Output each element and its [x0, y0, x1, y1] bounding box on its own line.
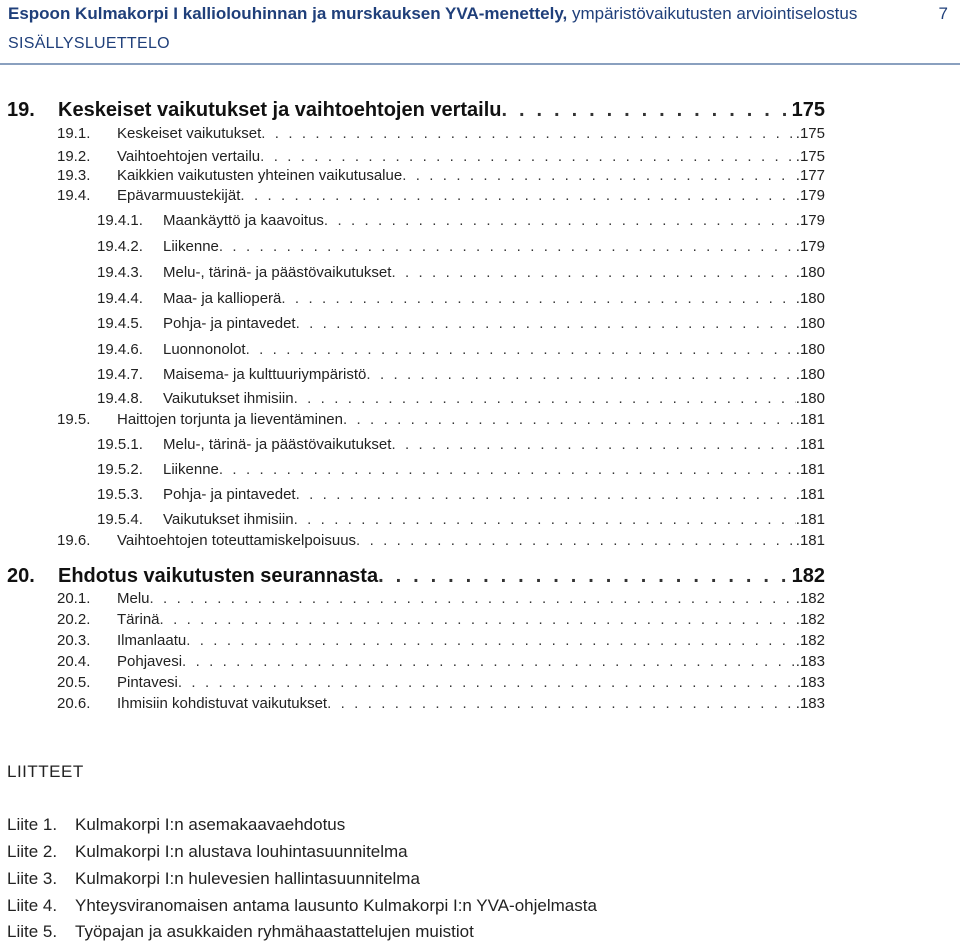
toc-text: Melu-, tärinä- ja päästövaikutukset — [163, 436, 392, 453]
toc-text: Maisema- ja kulttuuriympäristö — [163, 366, 367, 383]
toc-number: 20. — [7, 565, 35, 587]
toc-page: .179 — [795, 212, 825, 229]
toc-text: Ilmanlaatu — [117, 632, 187, 649]
toc-page: .183 — [795, 653, 825, 670]
toc-leader — [186, 632, 796, 649]
toc-page: .180 — [795, 390, 825, 407]
toc-page: .180 — [795, 315, 825, 332]
attachment-text: Kulmakorpi I:n asemakaavaehdotus — [75, 815, 346, 834]
toc-leader — [356, 532, 796, 549]
toc-number: 19.4.4. — [97, 290, 143, 307]
toc-text: Melu-, tärinä- ja päästövaikutukset — [163, 264, 392, 281]
toc-text: Liikenne — [163, 461, 219, 478]
attachments-heading: LIITTEET — [7, 762, 84, 781]
toc-page: .182 — [795, 590, 825, 607]
attachment-item — [7, 869, 420, 889]
toc-number: 19.4.8. — [97, 390, 143, 407]
toc-leader — [296, 315, 796, 332]
toc-leader — [296, 486, 796, 503]
attachment-label: Liite 1. — [7, 815, 58, 834]
toc-number: 19.4.7. — [97, 366, 143, 383]
toc-number: 19.4.6. — [97, 341, 143, 358]
toc-text: Maa- ja kallioperä — [163, 290, 282, 307]
toc-number: 20.3. — [57, 632, 91, 649]
attachment-item — [7, 842, 408, 862]
toc-text: Maankäyttö ja kaavoitus — [163, 212, 324, 229]
toc-entry-20-3[interactable] — [57, 632, 825, 649]
toc-entry-19-4[interactable] — [57, 187, 825, 204]
toc-number: 19.4.2. — [97, 238, 143, 255]
toc-entry-19-4-1[interactable] — [97, 212, 825, 229]
toc-number: 19.5.3. — [97, 486, 143, 503]
toc-entry-19-4-4[interactable] — [97, 290, 825, 307]
toc-page: .183 — [795, 695, 825, 712]
toc-entry-19-4-6[interactable] — [97, 341, 825, 358]
toc-text: Luonnonolot — [163, 341, 246, 358]
toc-chapter-19[interactable] — [7, 99, 825, 122]
toc-page: .175 — [795, 148, 825, 165]
toc-number: 19.6. — [57, 532, 91, 549]
toc-chapter-20[interactable] — [7, 565, 825, 588]
toc-page: .179 — [795, 187, 825, 204]
toc-text: Tärinä — [117, 611, 160, 628]
toc-number: 19.1. — [57, 125, 91, 142]
toc-text: Vaikutukset ihmisiin — [163, 390, 294, 407]
toc-text: Vaihtoehtojen vertailu — [117, 148, 261, 165]
toc-text: Pohjavesi — [117, 653, 183, 670]
attachment-label: Liite 4. — [7, 896, 58, 915]
toc-number: 19.5. — [57, 411, 91, 428]
toc-leader — [182, 653, 796, 670]
toc-number: 19.5.4. — [97, 511, 143, 528]
toc-number: 20.2. — [57, 611, 91, 628]
toc-page: .181 — [795, 511, 825, 528]
toc-number: 20.1. — [57, 590, 91, 607]
page-number: 7 — [938, 4, 948, 23]
toc-leader — [402, 167, 796, 184]
toc-entry-19-4-3[interactable] — [97, 264, 825, 281]
toc-leader — [150, 590, 796, 607]
toc-text: Pintavesi — [117, 674, 178, 691]
attachment-item — [7, 815, 345, 835]
attachment-text: Kulmakorpi I:n alustava louhintasuunnitelma — [75, 842, 408, 861]
toc-number: 19.4.5. — [97, 315, 143, 332]
toc-page: .179 — [795, 238, 825, 255]
toc-leader — [261, 125, 796, 142]
toc-leader — [240, 187, 795, 204]
toc-page: .181 — [795, 532, 825, 549]
attachment-item — [7, 922, 474, 942]
toc-leader — [378, 565, 788, 588]
toc-leader — [294, 390, 796, 407]
toc-number: 19.5.1. — [97, 436, 143, 453]
attachment-label: Liite 5. — [7, 922, 58, 941]
toc-text: Pohja- ja pintavedet — [163, 315, 296, 332]
toc-entry-20-5[interactable] — [57, 674, 825, 691]
toc-entry-19-5-4[interactable] — [97, 511, 825, 528]
toc-number: 19. — [7, 99, 35, 121]
toc-number: 20.5. — [57, 674, 91, 691]
toc-entry-20-2[interactable] — [57, 611, 825, 628]
toc-text: Keskeiset vaikutukset ja vaihtoehtojen vertailu — [58, 99, 502, 121]
toc-leader — [294, 511, 796, 528]
document-title-rest: ympäristövaikutusten arviointiselostus — [567, 4, 858, 23]
toc-leader — [178, 674, 796, 691]
toc-text: Keskeiset vaikutukset — [117, 125, 262, 142]
toc-page: .177 — [795, 167, 825, 184]
toc-number: 19.3. — [57, 167, 91, 184]
toc-text: Epävarmuustekijät — [117, 187, 241, 204]
toc-page: .181 — [795, 486, 825, 503]
toc-leader — [160, 611, 796, 628]
toc-entry-19-5-2[interactable] — [97, 461, 825, 478]
toc-entry-19-1[interactable] — [57, 125, 825, 142]
toc-text: Vaikutukset ihmisiin — [163, 511, 294, 528]
toc-leader — [219, 461, 796, 478]
toc-text: Melu — [117, 590, 150, 607]
toc-text: Ehdotus vaikutusten seurannasta — [58, 565, 379, 587]
page-header — [0, 0, 960, 67]
toc-page: .182 — [795, 611, 825, 628]
toc-entry-19-5-3[interactable] — [97, 486, 825, 503]
section-title: SISÄLLYSLUETTELO — [8, 35, 170, 52]
toc-leader — [343, 411, 796, 428]
toc-text: Ihmisiin kohdistuvat vaikutukset — [117, 695, 328, 712]
header-divider — [0, 63, 960, 65]
toc-entry-20-4[interactable] — [57, 653, 825, 670]
toc-page: 175 — [791, 99, 825, 121]
toc-leader — [327, 695, 796, 712]
toc-leader — [391, 436, 795, 453]
toc-entry-19-6[interactable] — [57, 532, 825, 549]
toc-page: 182 — [791, 565, 825, 587]
toc-entry-19-4-2[interactable] — [97, 238, 825, 255]
toc-text: Vaihtoehtojen toteuttamiskelpoisuus — [117, 532, 357, 549]
toc-entry-19-4-8[interactable] — [97, 390, 825, 407]
attachment-item — [7, 896, 597, 916]
attachment-text: Työpajan ja asukkaiden ryhmähaastattelujen muistiot — [75, 922, 474, 941]
toc-entry-19-5[interactable] — [57, 411, 825, 428]
toc-text: Pohja- ja pintavedet — [163, 486, 296, 503]
toc-page: .180 — [795, 290, 825, 307]
toc-number: 19.4.1. — [97, 212, 143, 229]
toc-leader — [246, 341, 796, 358]
toc-number: 19.4.3. — [97, 264, 143, 281]
toc-page: .181 — [795, 461, 825, 478]
toc-entry-19-5-1[interactable] — [97, 436, 825, 453]
document-title-bold: Espoon Kulmakorpi I kalliolouhinnan ja murskauksen YVA-menettely, — [8, 4, 568, 23]
toc-page: .180 — [795, 264, 825, 281]
toc-entry-19-2[interactable] — [57, 148, 825, 165]
toc-page: .180 — [795, 366, 825, 383]
toc-leader — [324, 212, 796, 229]
toc-number: 19.4. — [57, 187, 91, 204]
toc-entry-20-6[interactable] — [57, 695, 825, 712]
toc-number: 19.5.2. — [97, 461, 143, 478]
toc-page: .175 — [795, 125, 825, 142]
attachment-text: Yhteysviranomaisen antama lausunto Kulmakorpi I:n YVA-ohjelmasta — [75, 896, 597, 915]
attachment-label: Liite 3. — [7, 869, 58, 888]
toc-text: Haittojen torjunta ja lieventäminen — [117, 411, 343, 428]
toc-text: Liikenne — [163, 238, 219, 255]
toc-text: Kaikkien vaikutusten yhteinen vaikutusalue — [117, 167, 403, 184]
toc-page: .182 — [795, 632, 825, 649]
toc-entry-19-4-5[interactable] — [97, 315, 825, 332]
toc-leader — [366, 366, 795, 383]
toc-leader — [219, 238, 796, 255]
toc-number: 19.2. — [57, 148, 91, 165]
toc-page: .181 — [795, 411, 825, 428]
attachment-label: Liite 2. — [7, 842, 58, 861]
toc-leader — [260, 148, 796, 165]
toc-page: .181 — [795, 436, 825, 453]
toc-leader — [502, 99, 788, 122]
toc-number: 20.4. — [57, 653, 91, 670]
toc-entry-19-4-7[interactable] — [97, 366, 825, 383]
toc-number: 20.6. — [57, 695, 91, 712]
attachment-text: Kulmakorpi I:n hulevesien hallintasuunnitelma — [75, 869, 420, 888]
toc-leader — [281, 290, 795, 307]
toc-entry-20-1[interactable] — [57, 590, 825, 607]
toc-leader — [391, 264, 795, 281]
document-title — [8, 4, 857, 24]
toc-page: .180 — [795, 341, 825, 358]
toc-page: .183 — [795, 674, 825, 691]
toc-entry-19-3[interactable] — [57, 167, 825, 184]
